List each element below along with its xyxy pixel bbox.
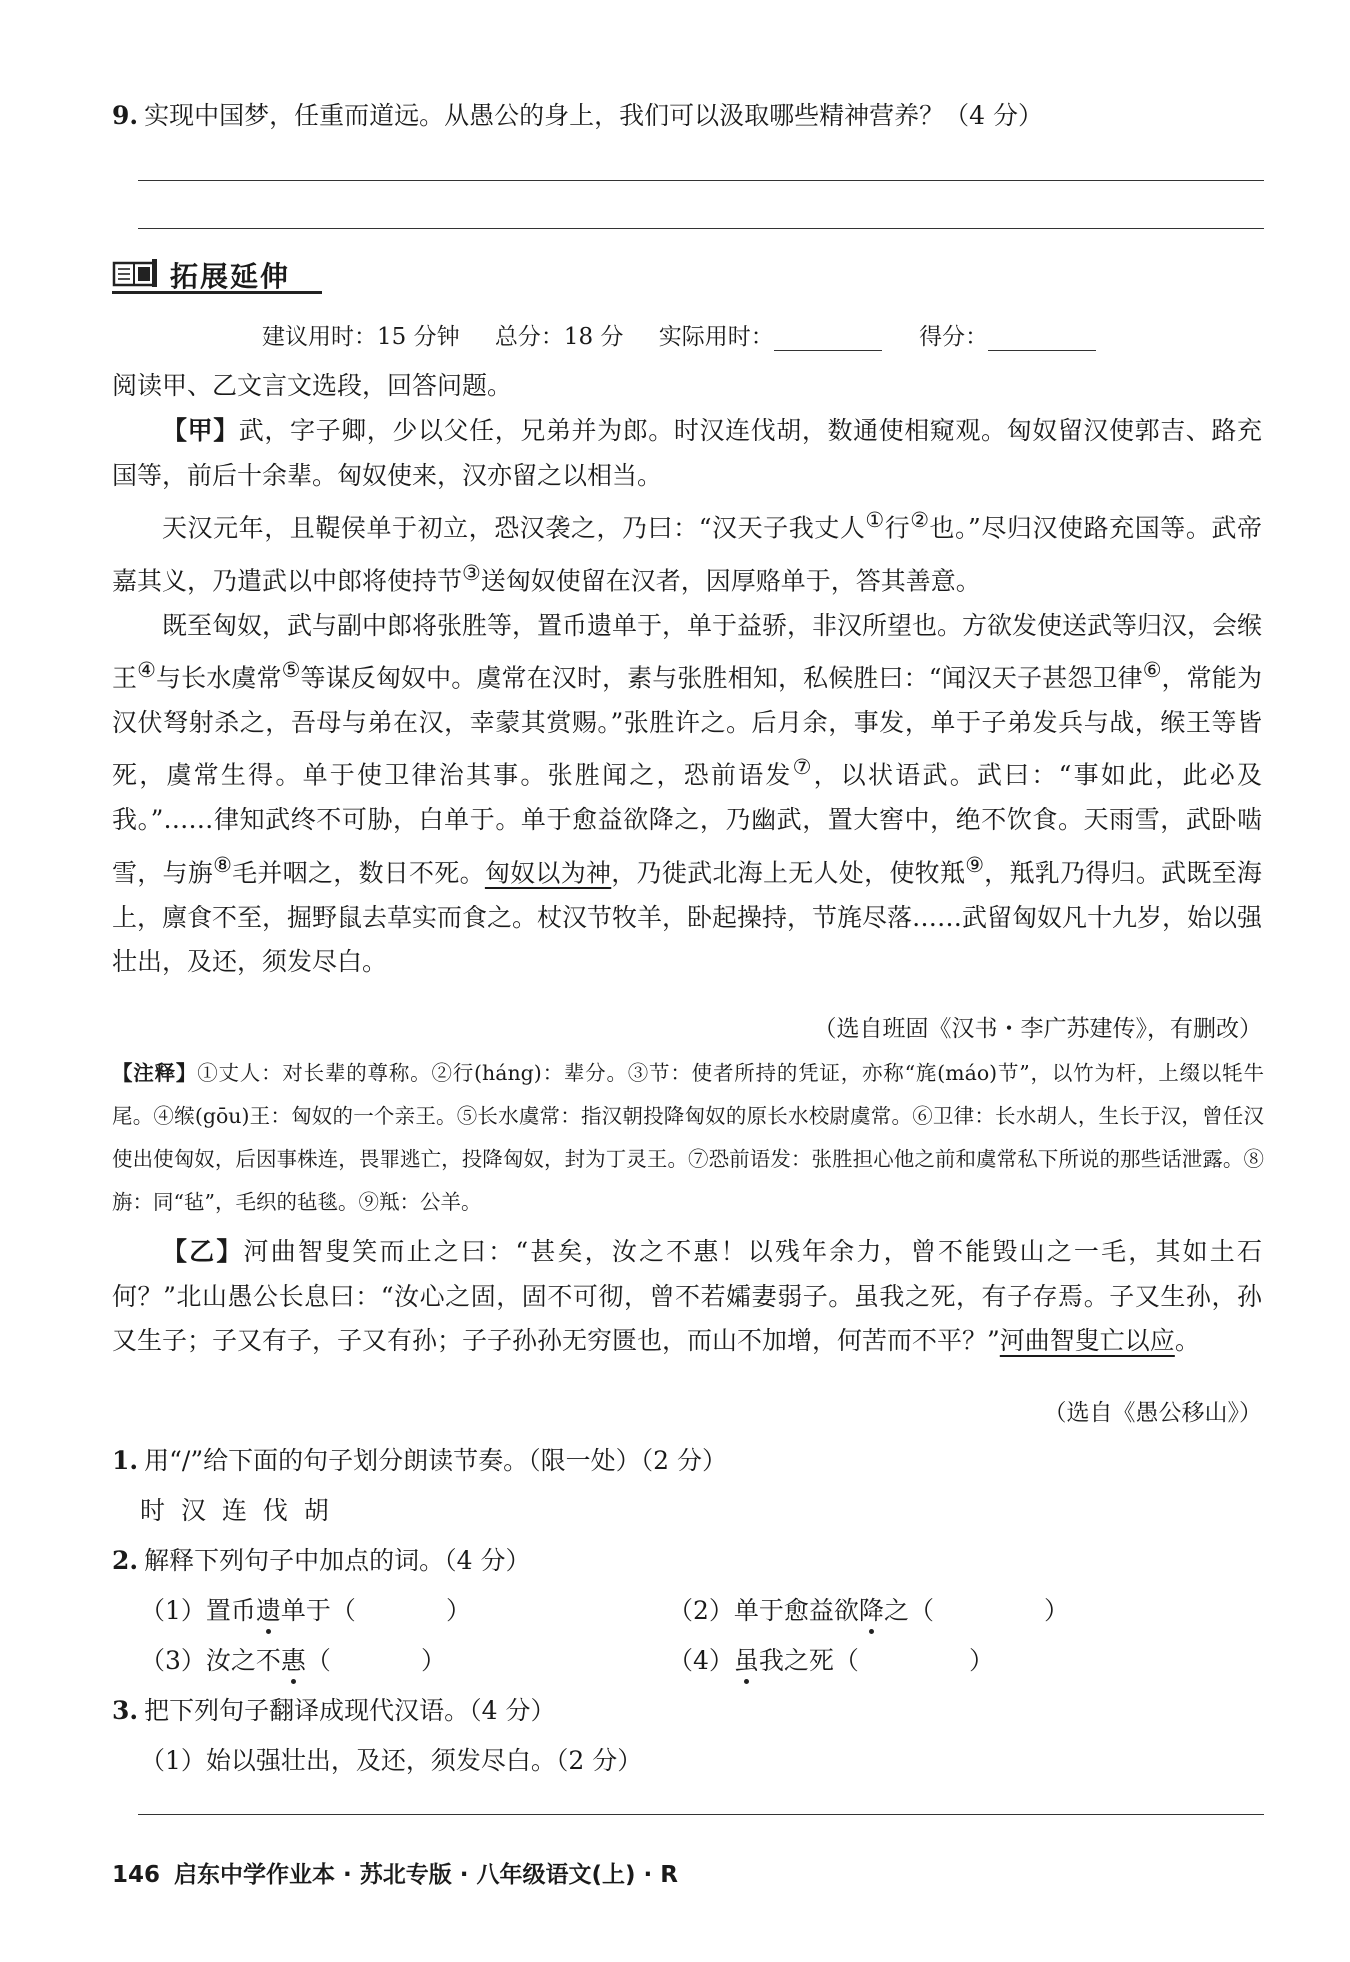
page-number: 146 [112, 1862, 161, 1888]
note-ref: ③ [462, 560, 481, 585]
source-citation-jia: （选自班固《汉书・李广苏建传》，有删改） [813, 1016, 1262, 1042]
answer-line [138, 228, 1264, 229]
dotted-word: 虽 [734, 1641, 759, 1677]
jia-paragraph-3: 既至匈奴，武与副中郎将张胜等，置币遗单于，单于益骄，非汉所望也。方欲发使送武等归汉，会缑王④与长水虞常⑤等谋反匈奴中。虞常在汉时，素与张胜相知，私候胜曰：“闻汉天子甚怨卫律⑥，常能为汉伏弩射杀之，吾母与弟在汉，幸蒙其赏赐。”张胜许之。后月余，事发，单于子弟发兵与战，缑王等皆死，虞常生得。单于使卫律治其事。张胜闻之，恐前语发⑦，以状语武。武曰：“事如此，此必及我。”……律知武终不可胁，白单于。单于愈益欲降之，乃幽武，置大窖中，绝不饮食。天雨雪，武卧啮雪，与旃⑧毛并咽之，数日不死。匈奴以为神，乃徙武北海上无人处，使牧羝⑨，羝乳乃得归。武既至海上，廪食不至，掘野鼠去草实而食之。杖汉节牧羊，卧起操持，节旄尽落……武留匈奴凡十九岁，始以强壮出，及还，须发尽白。 [112, 610, 1263, 977]
answer-line[interactable] [138, 1814, 1264, 1815]
suggested-time: 建议用时：15 分钟 [262, 324, 460, 350]
note-ref: ② [910, 508, 930, 532]
passage-jia [112, 409, 1262, 985]
q2-item-3: （3）汝之不惠（ ） [140, 1641, 446, 1677]
dotted-word: 降 [859, 1591, 884, 1627]
book-icon [112, 257, 158, 289]
underlined-phrase: 匈奴以为神 [484, 858, 612, 888]
question-number: 9. [112, 101, 139, 130]
note-ref: ⑦ [792, 755, 814, 780]
page-footer [112, 1856, 678, 1889]
score-label: 得分： [919, 324, 989, 350]
notes-tag: 【注释】 [112, 1061, 198, 1085]
dotted-word: 遗 [256, 1591, 281, 1627]
timing-row [262, 318, 1126, 351]
question-3: 3. 把下列句子翻译成现代汉语。（4 分） [112, 1696, 556, 1725]
notes-text: ①丈人：对长辈的尊称。②行(háng)：辈分。③节：使者所持的凭证，亦称“旄(máo)节”，以竹为杆，上缀以牦牛尾。④缑(gōu)王：匈奴的一个亲王。⑤长水虞常：指汉朝投降匈奴的原长水校尉虞常。⑥卫律：长水胡人，生长于汉，曾任汉使出使匈奴，后因事株连，畏罪逃亡，投降匈奴，封为丁灵王。⑦恐前语发：张胜担心他之前和虞常私下所说的那些话泄露。⑧旃：同“毡”，毛织的毡毯。⑨羝：公羊。 [112, 1061, 1265, 1214]
passage-tag: 【甲】 [162, 416, 239, 445]
section-underline [112, 291, 322, 294]
jia-paragraph-2: 天汉元年，且鞮侯单于初立，恐汉袭之，乃曰：“汉天子我丈人①行②也。”尽归汉使路充国等。武帝嘉其义，乃遣武以中郎将使持节③送匈奴使留在汉者，因厚赂单于，答其善意。 [112, 508, 1262, 596]
note-ref: ⑥ [1142, 658, 1162, 683]
dotted-word: 惠 [281, 1641, 306, 1677]
note-ref: ⑤ [281, 658, 301, 683]
answer-line [138, 180, 1264, 181]
yi-paragraph-1: 【乙】河曲智叟笑而止之曰：“甚矣，汝之不惠！以残年余力，曾不能毁山之一毛，其如土石何？”北山愚公长息曰：“汝心之固，固不可彻，曾不若孀妻弱子。虽我之死，有子存焉。子又生孙，孙又生子；子又有子，子又有孙；子子孙孙无穷匮也，而山不加增，何苦而不平？”河曲智叟亡以应。 [112, 1237, 1262, 1355]
passage-yi [112, 1230, 1262, 1364]
book-title: 启东中学作业本 · 苏北专版 · 八年级语文(上) · R [174, 1862, 679, 1888]
note-ref: ① [865, 508, 885, 532]
jia-paragraph-1: 【甲】武，字子卿，少以父任，兄弟并为郎。时汉连伐胡，数通使相窥观。匈奴留汉使郭吉、路充国等，前后十余辈。匈奴使来，汉亦留之以相当。 [112, 416, 1262, 490]
actual-time-blank[interactable] [774, 328, 882, 351]
note-ref: ⑨ [965, 852, 985, 877]
rhythm-sentence[interactable]: 时 汉 连 伐 胡 [140, 1496, 333, 1525]
passage-tag: 【乙】 [162, 1237, 244, 1266]
question-text: 实现中国梦，任重而道远。从愚公的身上，我们可以汲取哪些精神营养？（4 分） [144, 101, 1043, 130]
q2-item-1: （1）置币遗单于（ ） [140, 1591, 471, 1627]
q3-subquestion-1: （1）始以强壮出，及还，须发尽白。（2 分） [140, 1746, 643, 1775]
note-ref: ④ [137, 658, 156, 683]
annotations [112, 1052, 1264, 1224]
source-citation-yi: （选自《愚公移山》） [1043, 1400, 1262, 1426]
question-2: 2. 解释下列句子中加点的词。（4 分） [112, 1546, 531, 1575]
q2-item-4: （4）虽我之死（ ） [668, 1641, 994, 1677]
underlined-phrase: 河曲智叟亡以应 [999, 1326, 1175, 1355]
question-1: 1. 用“/”给下面的句子划分朗读节奏。（限一处）（2 分） [112, 1446, 727, 1475]
q2-item-2: （2）单于愈益欲降之（ ） [668, 1591, 1069, 1627]
section-title: 拓展延伸 [170, 260, 291, 293]
reading-instructions: 阅读甲、乙文言文选段，回答问题。 [112, 371, 513, 400]
total-score: 总分：18 分 [494, 324, 624, 350]
actual-time-label: 实际用时： [658, 324, 774, 350]
question-9 [112, 96, 1043, 132]
score-blank[interactable] [988, 328, 1096, 351]
note-ref: ⑧ [213, 852, 233, 877]
section-heading [112, 253, 322, 293]
